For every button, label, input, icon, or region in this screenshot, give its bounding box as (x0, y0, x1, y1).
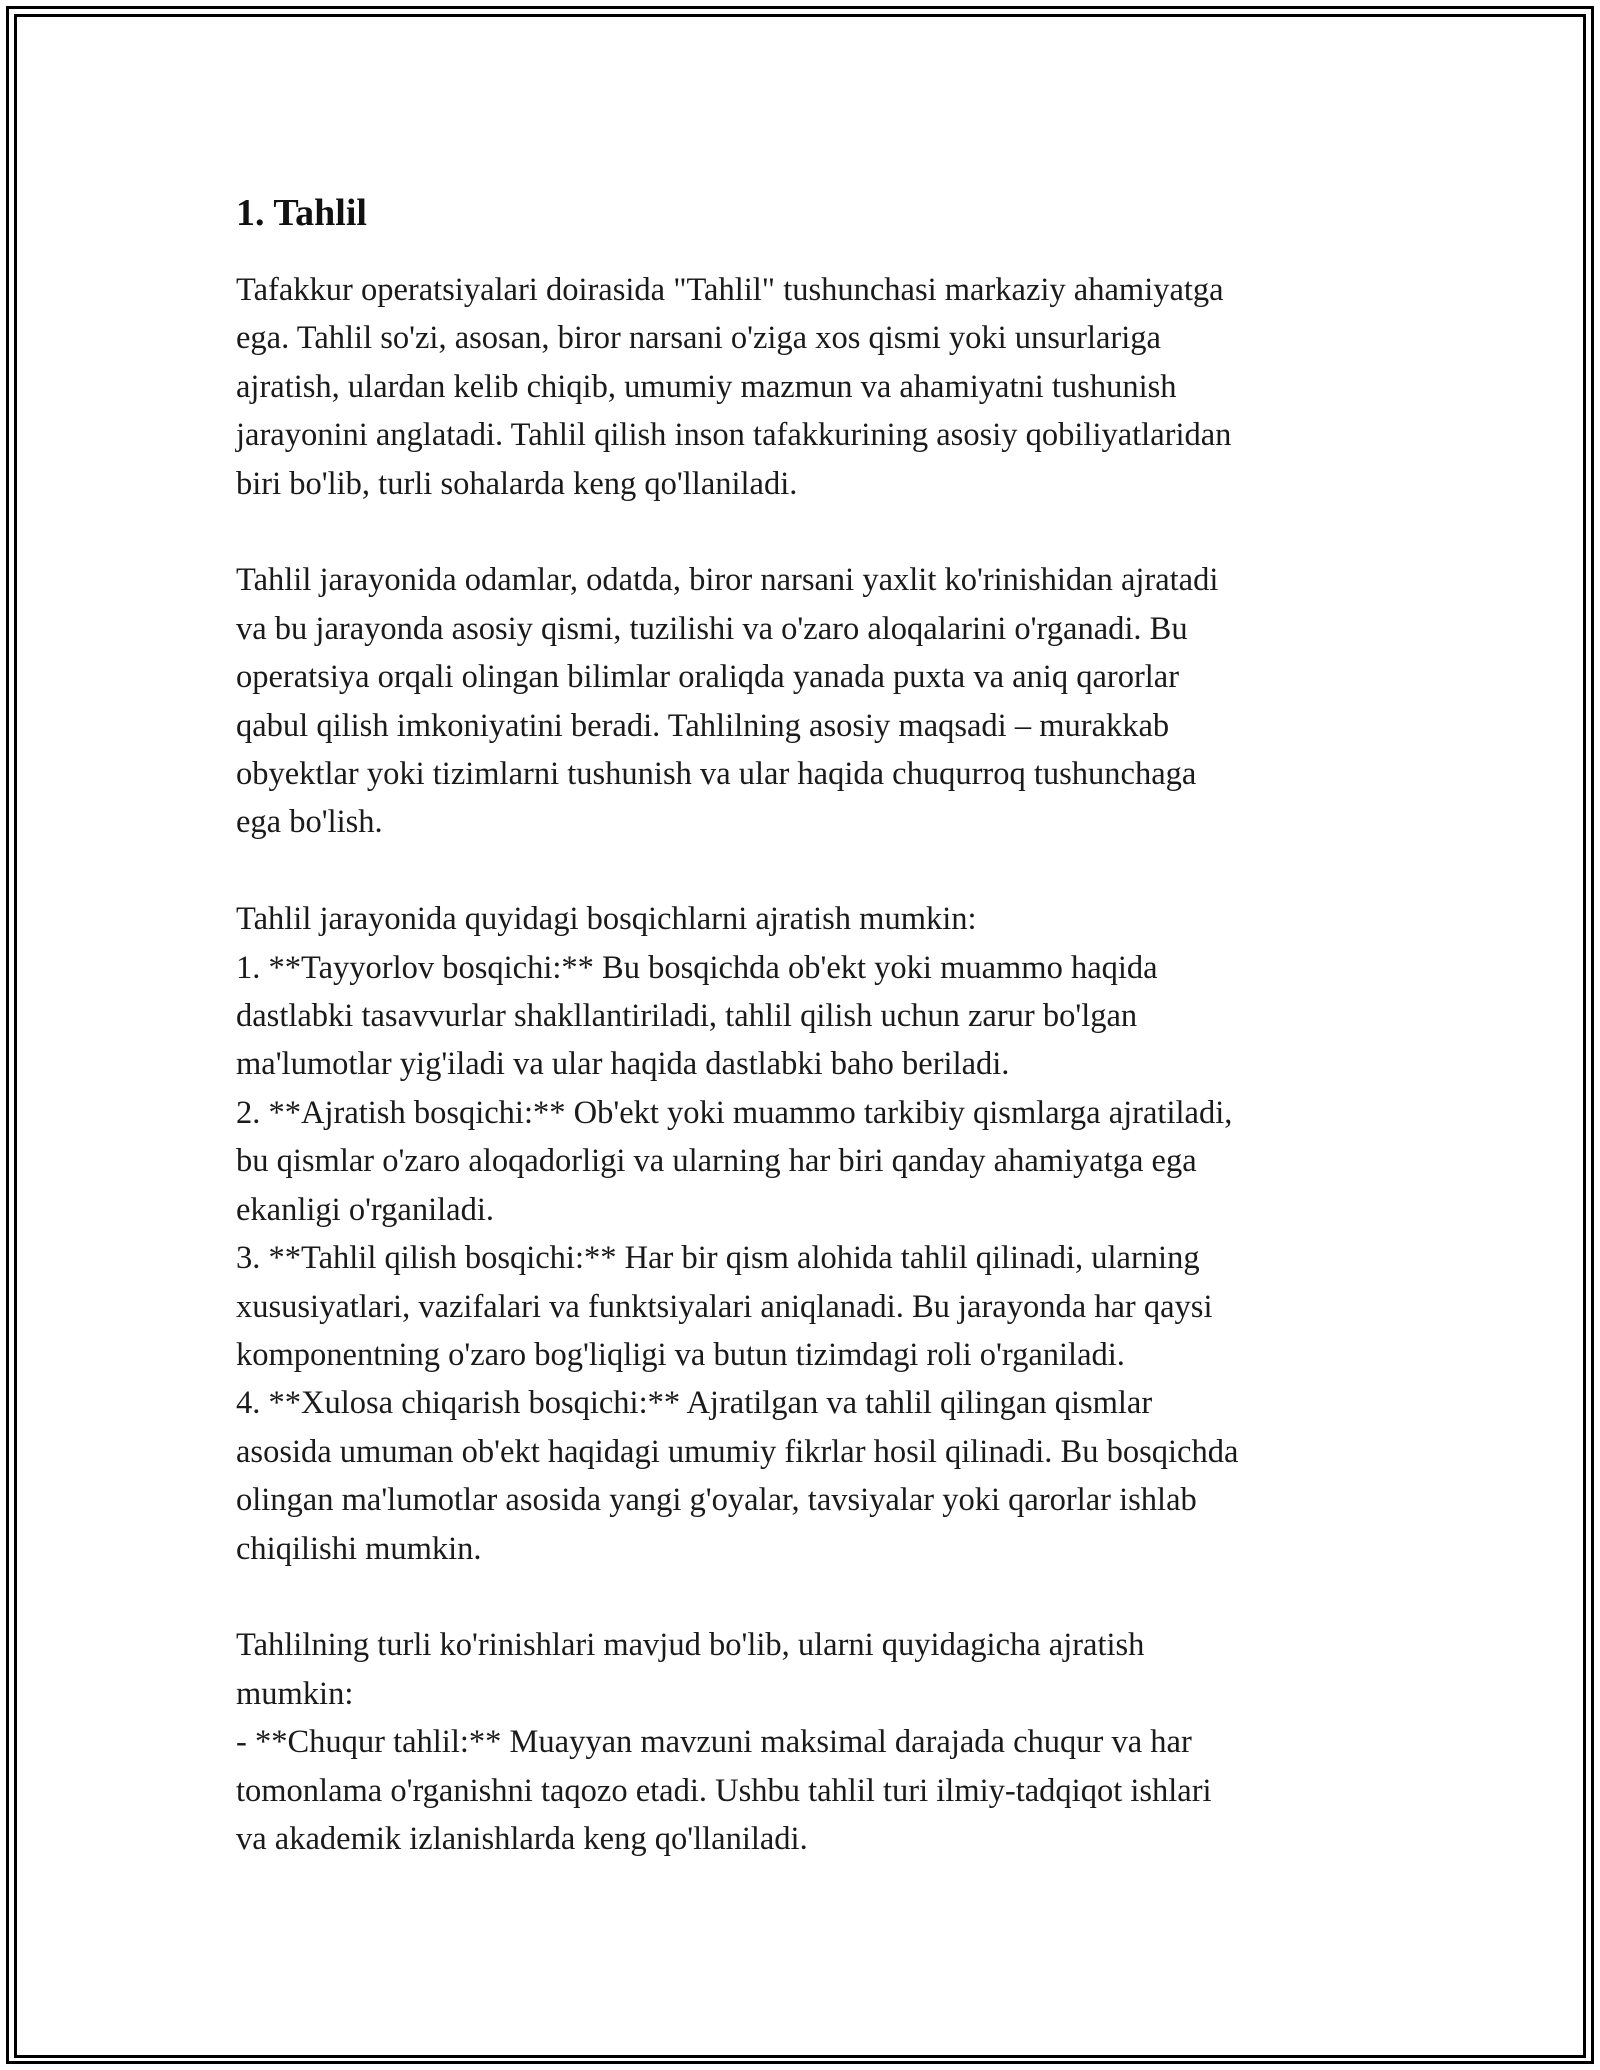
text-line: mumkin: (236, 1675, 354, 1712)
text-line: asosida umuman ob'ekt haqidagi umumiy fikrlar hosil qilinadi. Bu bosqichda (236, 1433, 1239, 1470)
text-line: jarayonini anglatadi. Tahlil qilish inson tafakkurining asosiy qobiliyatlaridan (236, 417, 1232, 454)
text-line: chiqilishi mumkin. (236, 1530, 482, 1567)
text-line: 1. **Tayyorlov bosqichi:** Bu bosqichda ob'ekt yoki muammo haqida (236, 949, 1158, 986)
paragraph-intro (236, 266, 1366, 508)
text-line: Tahlil jarayonida odamlar, odatda, biror narsani yaxlit ko'rinishidan ajratadi (236, 562, 1219, 599)
text-line: ega bo'lish. (236, 804, 383, 841)
text-line: 2. **Ajratish bosqichi:** Ob'ekt yoki muammo tarkibiy qismlarga ajratiladi, (236, 1094, 1233, 1131)
text-line: Tahlilning turli ko'rinishlari mavjud bo'lib, ularni quyidagicha ajratish (236, 1627, 1145, 1664)
text-line: obyektlar yoki tizimlarni tushunish va ular haqida chuqurroq tushunchaga (236, 756, 1197, 793)
paragraph-gap (236, 508, 1366, 556)
text-line: - **Chuqur tahlil:** Muayyan mavzuni maksimal darajada chuqur va har (236, 1724, 1192, 1761)
paragraph-stages (236, 895, 1366, 1573)
text-line: bu qismlar o'zaro aloqadorligi va ularning har biri qanday ahamiyatga ega (236, 1143, 1197, 1180)
text-line: Tafakkur operatsiyalari doirasida "Tahlil" tushunchasi markaziy ahamiyatga (236, 272, 1224, 308)
text-line: ekanligi o'rganiladi. (236, 1191, 494, 1228)
text-line: va bu jarayonda asosiy qismi, tuzilishi va o'zaro aloqalarini o'rganadi. Bu (236, 610, 1188, 647)
text-line: tomonlama o'rganishni taqozo etadi. Ushbu tahlil turi ilmiy-tadqiqot ishlari (236, 1772, 1212, 1809)
text-line: 3. **Tahlil qilish bosqichi:** Har bir qism alohida tahlil qilinadi, ularning (236, 1240, 1200, 1277)
paragraph-gap (236, 1573, 1366, 1621)
text-line: biri bo'lib, turli sohalarda keng qo'llaniladi. (236, 465, 798, 502)
text-line: ajratish, ulardan kelib chiqib, umumiy mazmun va ahamiyatni tushunish (236, 368, 1177, 405)
text-line: dastlabki tasavvurlar shakllantiriladi, tahlil qilish uchun zarur bo'lgan (236, 998, 1138, 1035)
text-line: operatsiya orqali olingan bilimlar oraliqda yanada puxta va aniq qarorlar (236, 659, 1180, 696)
text-line: komponentning o'zaro bog'liqligi va butun tizimdagi roli o'rganiladi. (236, 1336, 1125, 1373)
text-line: va akademik izlanishlarda keng qo'llaniladi. (236, 1820, 808, 1857)
paragraph-process (236, 556, 1366, 846)
text-line: ma'lumotlar yig'iladi va ular haqida dastlabki baho beriladi. (236, 1046, 1010, 1083)
text-line: olingan ma'lumotlar asosida yangi g'oyalar, tavsiyalar yoki qarorlar ishlab (236, 1482, 1197, 1519)
document-body (236, 188, 1366, 1863)
text-line: ega. Tahlil so'zi, asosan, biror narsani o'ziga xos qismi yoki unsurlariga (236, 320, 1161, 357)
section-heading: 1. Tahlil (236, 192, 367, 234)
text-line: Tahlil jarayonida quyidagi bosqichlarni ajratish mumkin: (236, 901, 977, 938)
text-line: 4. **Xulosa chiqarish bosqichi:** Ajratilgan va tahlil qilingan qismlar (236, 1385, 1153, 1422)
text-line: xususiyatlari, vazifalari va funktsiyalari aniqlanadi. Bu jarayonda har qaysi (236, 1288, 1213, 1325)
text-line: qabul qilish imkoniyatini beradi. Tahlilning asosiy maqsadi – murakkab (236, 707, 1170, 744)
paragraph-gap (236, 847, 1366, 895)
paragraph-types (236, 1621, 1366, 1863)
